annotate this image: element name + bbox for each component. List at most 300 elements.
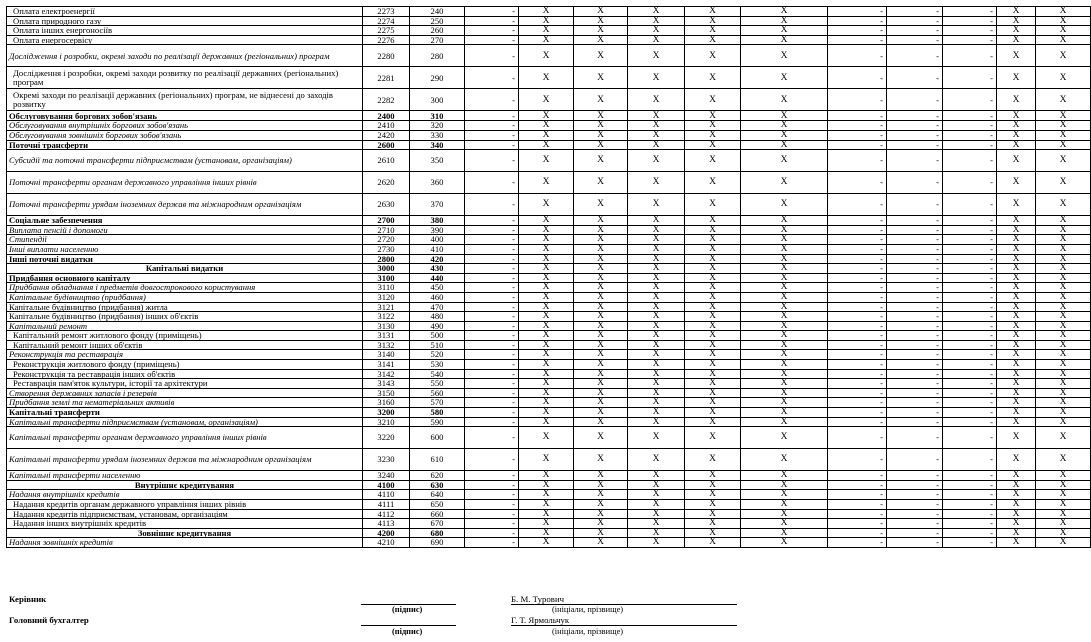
x-cell: X [741, 67, 828, 89]
dash-cell: - [828, 369, 887, 379]
x-cell: X [628, 26, 685, 36]
table-row [7, 312, 1091, 322]
x-cell: X [997, 519, 1036, 529]
x-cell: X [628, 194, 685, 216]
signature-block [6, 590, 1036, 640]
x-cell: X [1036, 235, 1091, 245]
table-row [7, 216, 1091, 226]
x-cell: X [519, 225, 574, 235]
row-code: 4113 [363, 519, 410, 529]
row-line-code: 270 [410, 35, 465, 45]
x-cell: X [519, 67, 574, 89]
dash-cell: - [828, 235, 887, 245]
dash-cell: - [943, 538, 997, 548]
dash-cell: - [887, 360, 943, 370]
x-cell: X [997, 130, 1036, 140]
x-cell: X [519, 519, 574, 529]
x-cell: X [741, 500, 828, 510]
x-cell: X [997, 172, 1036, 194]
dash-cell: - [465, 35, 519, 45]
x-cell: X [741, 471, 828, 481]
x-cell: X [574, 302, 628, 312]
dash-cell: - [887, 350, 943, 360]
x-cell: X [741, 528, 828, 538]
dash-cell: - [943, 292, 997, 302]
x-cell: X [741, 388, 828, 398]
row-name: Створення державних запасів і резервів [7, 388, 363, 398]
x-cell: X [1036, 16, 1091, 26]
x-cell: X [628, 302, 685, 312]
x-cell: X [574, 490, 628, 500]
dash-cell: - [828, 45, 887, 67]
row-line-code: 550 [410, 379, 465, 389]
dash-cell: - [465, 67, 519, 89]
x-cell: X [628, 331, 685, 341]
x-cell: X [685, 528, 741, 538]
row-name: Внутрішнє кредитування [7, 480, 363, 490]
row-name: Окремі заходи по реалізації державних (регіональних) програм, не віднесені до заходів розвитку [7, 89, 363, 111]
dash-cell: - [943, 427, 997, 449]
x-cell: X [997, 321, 1036, 331]
x-cell: X [1036, 538, 1091, 548]
dash-cell: - [943, 130, 997, 140]
dash-cell: - [887, 140, 943, 150]
x-cell: X [685, 130, 741, 140]
x-cell: X [574, 408, 628, 418]
dash-cell: - [943, 264, 997, 274]
row-name: Капітальний ремонт житлового фонду (приміщень) [7, 331, 363, 341]
x-cell: X [1036, 273, 1091, 283]
row-name: Реконструкція та реставрація інших об'єктів [7, 369, 363, 379]
row-name: Інші виплати населенню [7, 244, 363, 254]
dash-cell: - [943, 67, 997, 89]
x-cell: X [1036, 45, 1091, 67]
row-name: Капітальні трансферти [7, 408, 363, 418]
dash-cell: - [887, 500, 943, 510]
dash-cell: - [887, 26, 943, 36]
row-name: Надання внутрішніх кредитів [7, 490, 363, 500]
x-cell: X [685, 26, 741, 36]
x-cell: X [741, 172, 828, 194]
x-cell: X [628, 379, 685, 389]
dash-cell: - [943, 283, 997, 293]
x-cell: X [628, 130, 685, 140]
row-name: Оплата електроенергії [7, 7, 363, 17]
x-cell: X [519, 417, 574, 427]
table-row [7, 194, 1091, 216]
dash-cell: - [828, 292, 887, 302]
dash-cell: - [828, 194, 887, 216]
table-row [7, 130, 1091, 140]
x-cell: X [997, 216, 1036, 226]
dash-cell: - [887, 216, 943, 226]
x-cell: X [997, 417, 1036, 427]
x-cell: X [574, 16, 628, 26]
row-code: 4111 [363, 500, 410, 510]
x-cell: X [741, 130, 828, 140]
row-name: Надання зовнішніх кредитів [7, 538, 363, 548]
x-cell: X [1036, 194, 1091, 216]
x-cell: X [519, 350, 574, 360]
row-code: 2280 [363, 45, 410, 67]
dash-cell: - [887, 35, 943, 45]
dash-cell: - [943, 449, 997, 471]
dash-cell: - [887, 388, 943, 398]
x-cell: X [997, 7, 1036, 17]
x-cell: X [519, 16, 574, 26]
dash-cell: - [943, 216, 997, 226]
dash-cell: - [465, 244, 519, 254]
x-cell: X [628, 519, 685, 529]
x-cell: X [628, 35, 685, 45]
dash-cell: - [828, 379, 887, 389]
x-cell: X [574, 26, 628, 36]
dash-cell: - [943, 480, 997, 490]
dash-cell: - [828, 35, 887, 45]
dash-cell: - [465, 312, 519, 322]
row-code: 2282 [363, 89, 410, 111]
x-cell: X [1036, 408, 1091, 418]
dash-cell: - [887, 480, 943, 490]
x-cell: X [1036, 350, 1091, 360]
x-cell: X [1036, 89, 1091, 111]
x-cell: X [741, 519, 828, 529]
x-cell: X [1036, 321, 1091, 331]
dash-cell: - [465, 45, 519, 67]
row-line-code: 320 [410, 121, 465, 131]
x-cell: X [1036, 302, 1091, 312]
x-cell: X [997, 150, 1036, 172]
row-line-code: 530 [410, 360, 465, 370]
row-code: 3150 [363, 388, 410, 398]
dash-cell: - [828, 273, 887, 283]
dash-cell: - [828, 509, 887, 519]
dash-cell: - [465, 500, 519, 510]
row-code: 2620 [363, 172, 410, 194]
row-code: 4110 [363, 490, 410, 500]
dash-cell: - [465, 121, 519, 131]
x-cell: X [519, 321, 574, 331]
x-cell: X [1036, 388, 1091, 398]
x-cell: X [1036, 500, 1091, 510]
dash-cell: - [887, 150, 943, 172]
row-code: 3143 [363, 379, 410, 389]
row-name: Капітальні трансферти урядам іноземних держав та міжнародним організаціям [7, 449, 363, 471]
row-code: 3140 [363, 350, 410, 360]
x-cell: X [628, 172, 685, 194]
x-cell: X [685, 111, 741, 121]
x-cell: X [574, 140, 628, 150]
x-cell: X [574, 509, 628, 519]
x-cell: X [1036, 331, 1091, 341]
x-cell: X [685, 121, 741, 131]
x-cell: X [628, 273, 685, 283]
x-cell: X [628, 321, 685, 331]
x-cell: X [1036, 264, 1091, 274]
row-code: 3210 [363, 417, 410, 427]
dash-cell: - [943, 35, 997, 45]
x-cell: X [741, 538, 828, 548]
x-cell: X [628, 264, 685, 274]
dash-cell: - [465, 340, 519, 350]
x-cell: X [519, 312, 574, 322]
x-cell: X [574, 172, 628, 194]
x-cell: X [519, 449, 574, 471]
x-cell: X [685, 538, 741, 548]
row-code: 2274 [363, 16, 410, 26]
dash-cell: - [465, 150, 519, 172]
table-row [7, 408, 1091, 418]
x-cell: X [997, 111, 1036, 121]
x-cell: X [628, 369, 685, 379]
dash-cell: - [828, 398, 887, 408]
x-cell: X [685, 7, 741, 17]
dash-cell: - [828, 26, 887, 36]
dash-cell: - [887, 312, 943, 322]
director-name-caption: (ініціали, прізвище) [552, 605, 624, 614]
x-cell: X [741, 480, 828, 490]
row-code: 4112 [363, 509, 410, 519]
dash-cell: - [828, 150, 887, 172]
row-name: Стипендії [7, 235, 363, 245]
row-code: 2273 [363, 7, 410, 17]
table-row [7, 26, 1091, 36]
x-cell: X [741, 379, 828, 389]
dash-cell: - [465, 264, 519, 274]
x-cell: X [519, 140, 574, 150]
x-cell: X [997, 292, 1036, 302]
row-name: Оплата інших енергоносіїв [7, 26, 363, 36]
dash-cell: - [943, 254, 997, 264]
row-name: Капітальне будівництво (придбання) житла [7, 302, 363, 312]
dash-cell: - [465, 130, 519, 140]
dash-cell: - [887, 427, 943, 449]
row-code: 4210 [363, 538, 410, 548]
x-cell: X [628, 471, 685, 481]
x-cell: X [685, 388, 741, 398]
x-cell: X [519, 130, 574, 140]
x-cell: X [685, 172, 741, 194]
row-line-code: 580 [410, 408, 465, 418]
x-cell: X [741, 312, 828, 322]
x-cell: X [741, 408, 828, 418]
x-cell: X [1036, 449, 1091, 471]
x-cell: X [574, 427, 628, 449]
x-cell: X [997, 244, 1036, 254]
x-cell: X [685, 350, 741, 360]
x-cell: X [628, 89, 685, 111]
dash-cell: - [465, 283, 519, 293]
dash-cell: - [465, 140, 519, 150]
row-name: Капітальні трансферти органам державного управління інших рівнів [7, 427, 363, 449]
table-row [7, 331, 1091, 341]
row-name: Виплата пенсій і допомоги [7, 225, 363, 235]
dash-cell: - [465, 89, 519, 111]
table-row [7, 244, 1091, 254]
x-cell: X [997, 538, 1036, 548]
dash-cell: - [465, 16, 519, 26]
x-cell: X [741, 331, 828, 341]
row-name: Зовнішнє кредитування [7, 528, 363, 538]
x-cell: X [741, 350, 828, 360]
x-cell: X [741, 449, 828, 471]
x-cell: X [628, 449, 685, 471]
dash-cell: - [828, 67, 887, 89]
dash-cell: - [943, 350, 997, 360]
x-cell: X [685, 302, 741, 312]
dash-cell: - [828, 130, 887, 140]
dash-cell: - [828, 111, 887, 121]
dash-cell: - [943, 500, 997, 510]
row-name: Оплата енергосервісу [7, 35, 363, 45]
dash-cell: - [465, 111, 519, 121]
dash-cell: - [943, 528, 997, 538]
dash-cell: - [887, 471, 943, 481]
row-code: 3132 [363, 340, 410, 350]
x-cell: X [741, 89, 828, 111]
row-name: Капітальне будівництво (придбання) інших об'єктів [7, 312, 363, 322]
x-cell: X [741, 292, 828, 302]
row-code: 2610 [363, 150, 410, 172]
x-cell: X [1036, 312, 1091, 322]
dash-cell: - [828, 471, 887, 481]
x-cell: X [574, 379, 628, 389]
x-cell: X [741, 283, 828, 293]
dash-cell: - [887, 273, 943, 283]
row-line-code: 290 [410, 67, 465, 89]
dash-cell: - [887, 89, 943, 111]
dash-cell: - [943, 150, 997, 172]
x-cell: X [997, 26, 1036, 36]
x-cell: X [997, 398, 1036, 408]
x-cell: X [519, 283, 574, 293]
x-cell: X [685, 312, 741, 322]
row-code: 3121 [363, 302, 410, 312]
x-cell: X [574, 194, 628, 216]
dash-cell: - [887, 379, 943, 389]
x-cell: X [685, 490, 741, 500]
row-line-code: 590 [410, 417, 465, 427]
x-cell: X [1036, 26, 1091, 36]
x-cell: X [628, 16, 685, 26]
x-cell: X [628, 528, 685, 538]
row-name: Капітальний ремонт інших об'єктів [7, 340, 363, 350]
x-cell: X [519, 360, 574, 370]
row-line-code: 470 [410, 302, 465, 312]
row-name: Капітальне будівництво (придбання) [7, 292, 363, 302]
dash-cell: - [828, 172, 887, 194]
x-cell: X [628, 312, 685, 322]
row-name: Реконструкція житлового фонду (приміщень) [7, 360, 363, 370]
x-cell: X [685, 449, 741, 471]
row-line-code: 650 [410, 500, 465, 510]
dash-cell: - [465, 254, 519, 264]
row-name: Капітальний ремонт [7, 321, 363, 331]
row-code: 2410 [363, 121, 410, 131]
dash-cell: - [828, 254, 887, 264]
director-signature-caption: (підпис) [392, 605, 423, 614]
dash-cell: - [887, 528, 943, 538]
row-name: Придбання основного капіталу [7, 273, 363, 283]
dash-cell: - [465, 369, 519, 379]
dash-cell: - [828, 312, 887, 322]
x-cell: X [519, 292, 574, 302]
x-cell: X [685, 480, 741, 490]
x-cell: X [519, 244, 574, 254]
x-cell: X [1036, 509, 1091, 519]
x-cell: X [997, 89, 1036, 111]
x-cell: X [997, 35, 1036, 45]
x-cell: X [1036, 150, 1091, 172]
dash-cell: - [943, 398, 997, 408]
x-cell: X [997, 471, 1036, 481]
x-cell: X [685, 244, 741, 254]
row-name: Дослідження і розробки, окремі заходи по реалізації державних (регіональних) програм [7, 45, 363, 67]
row-line-code: 680 [410, 528, 465, 538]
x-cell: X [574, 528, 628, 538]
row-name: Надання кредитів органам державного управління інших рівнів [7, 500, 363, 510]
dash-cell: - [828, 283, 887, 293]
dash-cell: - [828, 417, 887, 427]
row-code: 3200 [363, 408, 410, 418]
x-cell: X [997, 312, 1036, 322]
x-cell: X [997, 225, 1036, 235]
x-cell: X [574, 273, 628, 283]
x-cell: X [574, 150, 628, 172]
x-cell: X [519, 111, 574, 121]
dash-cell: - [943, 7, 997, 17]
dash-cell: - [465, 388, 519, 398]
dash-cell: - [465, 331, 519, 341]
dash-cell: - [828, 302, 887, 312]
x-cell: X [685, 519, 741, 529]
x-cell: X [685, 321, 741, 331]
row-line-code: 660 [410, 509, 465, 519]
x-cell: X [1036, 216, 1091, 226]
accountant-signature-line [361, 625, 456, 626]
dash-cell: - [887, 67, 943, 89]
dash-cell: - [828, 244, 887, 254]
x-cell: X [997, 379, 1036, 389]
x-cell: X [628, 292, 685, 302]
x-cell: X [628, 111, 685, 121]
table-row [7, 7, 1091, 17]
row-line-code: 620 [410, 471, 465, 481]
x-cell: X [519, 427, 574, 449]
x-cell: X [519, 509, 574, 519]
x-cell: X [685, 417, 741, 427]
x-cell: X [628, 538, 685, 548]
row-line-code: 640 [410, 490, 465, 500]
dash-cell: - [465, 509, 519, 519]
row-code: 2730 [363, 244, 410, 254]
dash-cell: - [943, 471, 997, 481]
x-cell: X [628, 398, 685, 408]
dash-cell: - [465, 302, 519, 312]
dash-cell: - [828, 264, 887, 274]
x-cell: X [685, 264, 741, 274]
row-line-code: 540 [410, 369, 465, 379]
x-cell: X [685, 500, 741, 510]
x-cell: X [1036, 292, 1091, 302]
x-cell: X [628, 225, 685, 235]
row-code: 2630 [363, 194, 410, 216]
dash-cell: - [943, 388, 997, 398]
x-cell: X [997, 283, 1036, 293]
dash-cell: - [943, 16, 997, 26]
accountant-role: Головний бухгалтер [9, 615, 89, 625]
x-cell: X [997, 427, 1036, 449]
